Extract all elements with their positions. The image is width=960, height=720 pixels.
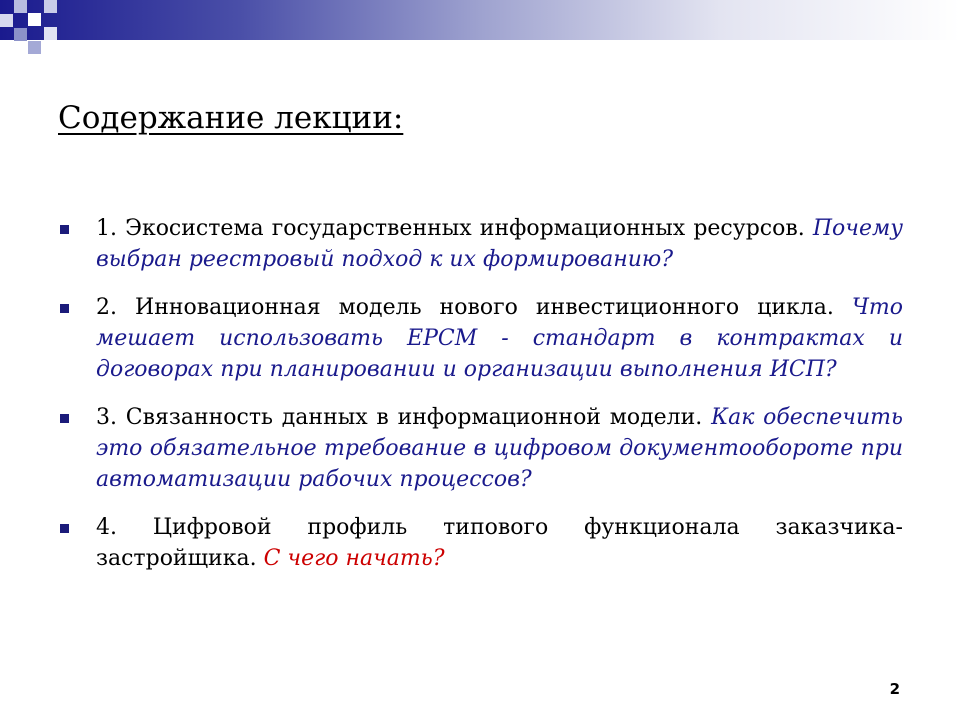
square-bullet-icon bbox=[60, 304, 69, 313]
list-item bbox=[58, 213, 903, 275]
item-statement: 3. Связанность данных в информационной модели. bbox=[96, 405, 703, 430]
list-item bbox=[58, 402, 903, 495]
header-gradient-band bbox=[0, 0, 960, 40]
square-bullet-icon bbox=[60, 225, 69, 234]
item-text bbox=[96, 292, 903, 385]
slide-number: 2 bbox=[889, 680, 900, 698]
decor-square bbox=[44, 0, 57, 13]
agenda-list bbox=[58, 213, 903, 591]
item-question: С чего начать? bbox=[263, 546, 445, 571]
square-bullet-icon bbox=[60, 414, 69, 423]
decor-square bbox=[28, 13, 41, 26]
decor-square bbox=[14, 28, 27, 41]
square-bullet-icon bbox=[60, 524, 69, 533]
item-text bbox=[96, 402, 903, 495]
decor-square bbox=[44, 27, 57, 40]
item-question: Как обеспечить это обязательное требование в цифровом документообороте при автоматизации рабочих процессов? bbox=[96, 405, 903, 492]
list-item bbox=[58, 512, 903, 574]
decor-square bbox=[0, 14, 13, 27]
decor-square bbox=[28, 41, 41, 54]
list-item bbox=[58, 292, 903, 385]
item-text bbox=[96, 213, 903, 275]
item-statement: 4. Цифровой профиль типового функционала заказчика-застройщика. bbox=[96, 515, 903, 571]
item-statement: 2. Инновационная модель нового инвестиционного цикла. bbox=[96, 295, 834, 320]
slide-title: Содержание лекции: bbox=[58, 100, 404, 136]
item-question: Почему выбран реестровый подход к их формированию? bbox=[96, 216, 903, 272]
item-question: Что мешает использовать ЕРСМ - стандарт в контрактах и договорах при планировании и организации выполнения ИСП? bbox=[96, 295, 903, 382]
decor-square bbox=[14, 0, 27, 13]
item-text bbox=[96, 512, 903, 574]
item-statement: 1. Экосистема государственных информационных ресурсов. bbox=[96, 216, 805, 241]
